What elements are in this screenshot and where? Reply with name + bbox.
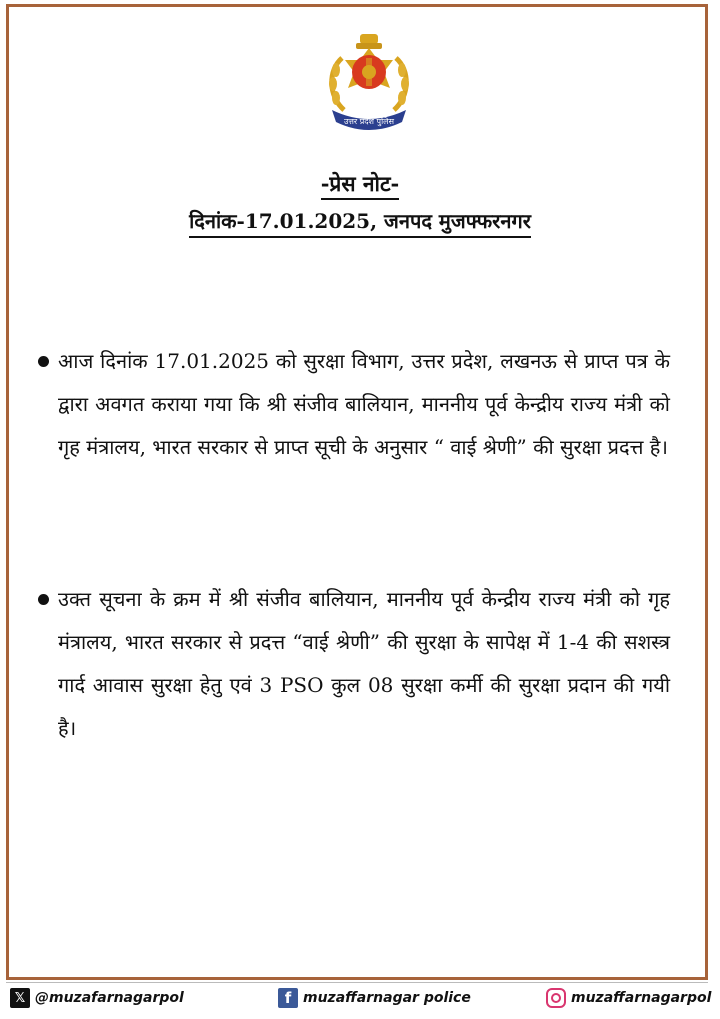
paragraph-1-text: आज दिनांक 17.01.2025 को सुरक्षा विभाग, उत्तर प्रदेश, लखनऊ से प्राप्त पत्र के द्वारा अवगत कराया गया कि श्री संजीव बालियान, माननीय पूर्व केन्द्रीय राज्य मंत्री को गृह मंत्रालय, भारत सरकार से प्राप्त सूची के अनुसार “ वाई श्रेणी” की सुरक्षा प्रदत्त है। bbox=[58, 349, 670, 459]
paragraph-2 bbox=[40, 578, 670, 750]
page-border bbox=[6, 4, 708, 980]
up-police-emblem-icon bbox=[322, 30, 416, 134]
dateline-text: दिनांक-17.01.2025, जनपद मुजफ्फरनगर bbox=[189, 209, 531, 238]
bullet-icon bbox=[38, 356, 49, 367]
svg-text:उत्तर प्रदेश पुलिस: उत्तर प्रदेश पुलिस bbox=[344, 117, 394, 126]
dateline bbox=[0, 207, 720, 234]
bullet-icon bbox=[38, 594, 49, 605]
twitter-handle-text: @muzafarnagarpol bbox=[35, 990, 184, 1006]
twitter-handle[interactable] bbox=[10, 988, 184, 1008]
press-note-title-text: -प्रेस नोट- bbox=[321, 171, 400, 200]
facebook-handle[interactable] bbox=[278, 988, 471, 1008]
facebook-handle-text: muzaffarnagar police bbox=[303, 990, 471, 1006]
facebook-icon: f bbox=[278, 988, 298, 1008]
paragraph-2-text: उक्त सूचना के क्रम में श्री संजीव बालियान, माननीय पूर्व केन्द्रीय राज्य मंत्री को गृह मंत्रालय, भारत सरकार से प्रदत्त “वाई श्रेणी” की सुरक्षा के सापेक्ष में 1-4 की सशस्त्र गार्द आवास सुरक्षा हेतु एवं 3 PSO कुल 08 सुरक्षा कर्मी की सुरक्षा प्रदान की गयी है। bbox=[58, 587, 670, 740]
paragraph-1 bbox=[40, 340, 670, 469]
instagram-handle[interactable] bbox=[546, 988, 711, 1008]
instagram-icon bbox=[546, 988, 566, 1008]
x-icon: 𝕏 bbox=[10, 988, 30, 1008]
instagram-handle-text: muzaffarnagarpol bbox=[571, 990, 712, 1006]
social-footer bbox=[6, 982, 712, 1013]
press-note-title bbox=[0, 170, 720, 198]
